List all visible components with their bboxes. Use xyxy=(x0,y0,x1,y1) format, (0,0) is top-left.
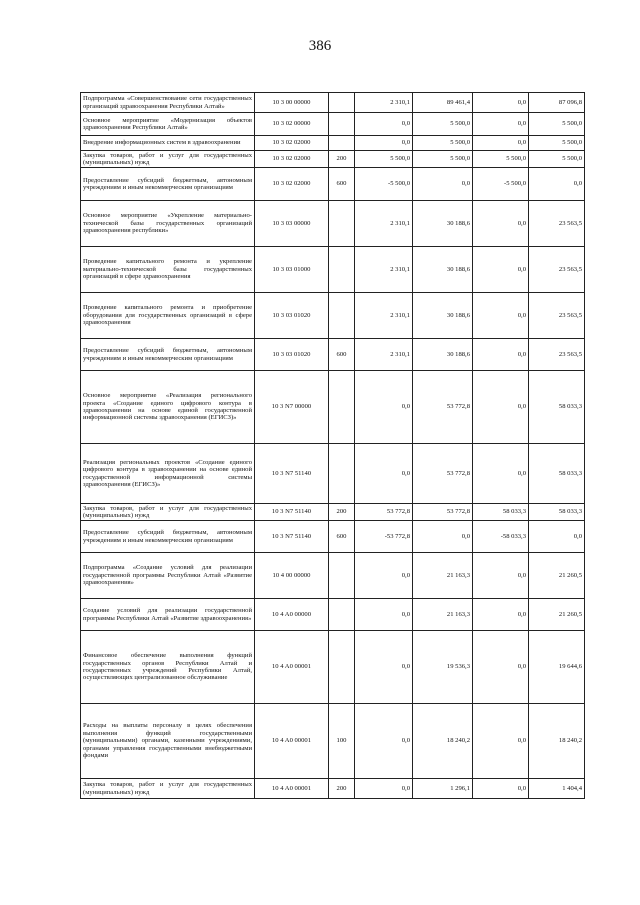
row-name: Расходы на выплаты персоналу в целях обеспечения выполнения функций государственными (муниципальными) органами, казенными учреждениями, органами управления государственными внебюджетными фондами xyxy=(81,704,255,779)
row-amount-1: 0,0 xyxy=(355,371,413,444)
table-row xyxy=(81,339,585,371)
row-amount-3: 0,0 xyxy=(473,704,529,779)
row-amount-2: 30 188,6 xyxy=(413,339,473,371)
budget-table xyxy=(80,92,585,799)
row-amount-4: 58 033,3 xyxy=(529,444,585,504)
row-amount-4: 58 033,3 xyxy=(529,371,585,444)
row-amount-3: 0,0 xyxy=(473,599,529,631)
row-amount-3: 5 500,0 xyxy=(473,151,529,168)
row-expense-type xyxy=(329,553,355,599)
row-amount-4: 19 644,6 xyxy=(529,631,585,704)
row-amount-3: -58 033,3 xyxy=(473,521,529,553)
row-amount-1: 2 310,1 xyxy=(355,201,413,247)
row-amount-4: 5 500,0 xyxy=(529,136,585,151)
row-amount-2: 21 163,3 xyxy=(413,553,473,599)
table-row xyxy=(81,293,585,339)
row-expense-type: 200 xyxy=(329,151,355,168)
row-amount-1: 5 500,0 xyxy=(355,151,413,168)
row-amount-2: 5 500,0 xyxy=(413,151,473,168)
row-expense-type: 600 xyxy=(329,168,355,201)
row-amount-3: 0,0 xyxy=(473,631,529,704)
table-row xyxy=(81,201,585,247)
row-amount-2: 5 500,0 xyxy=(413,113,473,136)
table-row xyxy=(81,631,585,704)
row-amount-3: 0,0 xyxy=(473,339,529,371)
table-row xyxy=(81,553,585,599)
row-amount-4: 18 240,2 xyxy=(529,704,585,779)
row-amount-4: 1 404,4 xyxy=(529,779,585,799)
table-row xyxy=(81,247,585,293)
row-name: Реализация региональных проектов «Создание единого цифрового контура в здравоохранении на основе единой государственной информационной системы здравоохранения (ЕГИСЗ)» xyxy=(81,444,255,504)
table-row xyxy=(81,371,585,444)
row-expense-type: 200 xyxy=(329,779,355,799)
row-expense-type: 200 xyxy=(329,504,355,521)
row-amount-4: 23 563,5 xyxy=(529,293,585,339)
table-row xyxy=(81,599,585,631)
row-target-code: 10 3 03 01020 xyxy=(255,293,329,339)
row-expense-type xyxy=(329,247,355,293)
row-amount-3: 58 033,3 xyxy=(473,504,529,521)
row-amount-1: 0,0 xyxy=(355,553,413,599)
row-amount-1: -53 772,8 xyxy=(355,521,413,553)
row-expense-type: 600 xyxy=(329,521,355,553)
row-amount-3: 0,0 xyxy=(473,553,529,599)
row-name: Внедрение информационных систем в здравоохранении xyxy=(81,136,255,151)
row-target-code: 10 3 02 02000 xyxy=(255,136,329,151)
row-amount-3: 0,0 xyxy=(473,779,529,799)
row-target-code: 10 4 A0 00001 xyxy=(255,704,329,779)
row-amount-4: 21 260,5 xyxy=(529,599,585,631)
row-name: Закупка товаров, работ и услуг для государственных (муниципальных) нужд xyxy=(81,779,255,799)
row-amount-2: 19 536,3 xyxy=(413,631,473,704)
row-amount-2: 0,0 xyxy=(413,168,473,201)
row-target-code: 10 3 N7 51140 xyxy=(255,444,329,504)
row-amount-2: 21 163,3 xyxy=(413,599,473,631)
row-name: Проведение капитального ремонта и укрепление материально-технической базы государственных организаций в сфере здравоохранения xyxy=(81,247,255,293)
row-name: Подпрограмма «Создание условий для реализации государственной программы Республики Алтай «Развитие здравоохранения» xyxy=(81,553,255,599)
row-amount-1: 0,0 xyxy=(355,704,413,779)
budget-table-body xyxy=(81,93,585,799)
row-amount-2: 53 772,8 xyxy=(413,371,473,444)
table-row xyxy=(81,113,585,136)
row-amount-4: 0,0 xyxy=(529,168,585,201)
row-amount-1: 2 310,1 xyxy=(355,247,413,293)
row-target-code: 10 3 02 02000 xyxy=(255,168,329,201)
row-target-code: 10 3 03 00000 xyxy=(255,201,329,247)
table-row xyxy=(81,521,585,553)
row-amount-1: 0,0 xyxy=(355,599,413,631)
row-amount-3: 0,0 xyxy=(473,93,529,113)
row-target-code: 10 3 03 01000 xyxy=(255,247,329,293)
row-expense-type xyxy=(329,136,355,151)
table-row xyxy=(81,704,585,779)
row-name: Предоставление субсидий бюджетным, автономным учреждениям и иным некоммерческим организациям xyxy=(81,168,255,201)
row-target-code: 10 4 A0 00001 xyxy=(255,779,329,799)
row-amount-2: 1 296,1 xyxy=(413,779,473,799)
row-amount-4: 21 260,5 xyxy=(529,553,585,599)
row-expense-type xyxy=(329,444,355,504)
row-amount-1: 0,0 xyxy=(355,113,413,136)
row-amount-1: 2 310,1 xyxy=(355,93,413,113)
row-target-code: 10 3 02 00000 xyxy=(255,113,329,136)
row-expense-type xyxy=(329,113,355,136)
row-amount-4: 58 033,3 xyxy=(529,504,585,521)
row-amount-3: 0,0 xyxy=(473,293,529,339)
row-amount-1: 2 310,1 xyxy=(355,339,413,371)
row-name: Закупка товаров, работ и услуг для государственных (муниципальных) нужд xyxy=(81,504,255,521)
row-name: Основное мероприятие «Модернизация объектов здравоохранения Республики Алтай» xyxy=(81,113,255,136)
row-name: Основное мероприятие «Реализация регионального проекта «Создание единого цифрового контура в здравоохранении на основе единой государственной информационной системы здравоохранения (ЕГИСЗ)» xyxy=(81,371,255,444)
row-amount-2: 53 772,8 xyxy=(413,444,473,504)
row-amount-2: 53 772,8 xyxy=(413,504,473,521)
row-name: Предоставление субсидий бюджетным, автономным учреждениям и иным некоммерческим организациям xyxy=(81,521,255,553)
row-target-code: 10 3 N7 51140 xyxy=(255,521,329,553)
row-target-code: 10 3 03 01020 xyxy=(255,339,329,371)
row-name: Проведение капитального ремонта и приобретение оборудования для государственных организаций в сфере здравоохранения xyxy=(81,293,255,339)
row-amount-3: 0,0 xyxy=(473,371,529,444)
row-target-code: 10 4 00 00000 xyxy=(255,553,329,599)
table-row xyxy=(81,444,585,504)
row-amount-3: 0,0 xyxy=(473,201,529,247)
row-amount-1: 0,0 xyxy=(355,444,413,504)
row-name: Закупка товаров, работ и услуг для государственных (муниципальных) нужд xyxy=(81,151,255,168)
row-amount-3: 0,0 xyxy=(473,247,529,293)
table-row xyxy=(81,779,585,799)
row-expense-type: 600 xyxy=(329,339,355,371)
row-target-code: 10 3 N7 00000 xyxy=(255,371,329,444)
row-amount-3: 0,0 xyxy=(473,113,529,136)
table-row xyxy=(81,151,585,168)
row-expense-type xyxy=(329,293,355,339)
table-row xyxy=(81,136,585,151)
row-target-code: 10 3 00 00000 xyxy=(255,93,329,113)
row-amount-1: 53 772,8 xyxy=(355,504,413,521)
row-amount-1: 0,0 xyxy=(355,631,413,704)
row-amount-1: 0,0 xyxy=(355,136,413,151)
row-name: Предоставление субсидий бюджетным, автономным учреждениям и иным некоммерческим организациям xyxy=(81,339,255,371)
row-amount-1: 2 310,1 xyxy=(355,293,413,339)
row-name: Создание условий для реализации государственной программы Республики Алтай «Развитие здравоохранения» xyxy=(81,599,255,631)
row-amount-3: 0,0 xyxy=(473,444,529,504)
row-amount-3: -5 500,0 xyxy=(473,168,529,201)
row-amount-4: 23 563,5 xyxy=(529,201,585,247)
row-expense-type xyxy=(329,599,355,631)
row-amount-2: 30 188,6 xyxy=(413,201,473,247)
row-amount-4: 23 563,5 xyxy=(529,339,585,371)
row-amount-2: 5 500,0 xyxy=(413,136,473,151)
page-number: 386 xyxy=(308,38,332,54)
row-amount-1: -5 500,0 xyxy=(355,168,413,201)
row-amount-4: 0,0 xyxy=(529,521,585,553)
row-expense-type xyxy=(329,631,355,704)
row-amount-2: 30 188,6 xyxy=(413,247,473,293)
row-amount-4: 5 500,0 xyxy=(529,113,585,136)
row-name: Подпрограмма «Совершенствование сети государственных организаций здравоохранения Республики Алтай» xyxy=(81,93,255,113)
row-amount-2: 0,0 xyxy=(413,521,473,553)
row-expense-type: 100 xyxy=(329,704,355,779)
row-amount-4: 87 096,8 xyxy=(529,93,585,113)
row-amount-3: 0,0 xyxy=(473,136,529,151)
row-amount-4: 5 500,0 xyxy=(529,151,585,168)
row-expense-type xyxy=(329,201,355,247)
row-name: Финансовое обеспечение выполнения функций государственных органов Республики Алтай и государственных учреждений Республики Алтай, осуществляющих централизованное обслуживание xyxy=(81,631,255,704)
row-name: Основное мероприятие «Укрепление материально-технической базы государственных организаций здравоохранения республики» xyxy=(81,201,255,247)
row-amount-2: 18 240,2 xyxy=(413,704,473,779)
row-amount-1: 0,0 xyxy=(355,779,413,799)
row-target-code: 10 3 N7 51140 xyxy=(255,504,329,521)
row-amount-2: 89 461,4 xyxy=(413,93,473,113)
table-row xyxy=(81,168,585,201)
row-target-code: 10 3 02 02000 xyxy=(255,151,329,168)
table-row xyxy=(81,93,585,113)
row-expense-type xyxy=(329,93,355,113)
row-target-code: 10 4 A0 00001 xyxy=(255,631,329,704)
row-expense-type xyxy=(329,371,355,444)
table-row xyxy=(81,504,585,521)
row-target-code: 10 4 A0 00000 xyxy=(255,599,329,631)
row-amount-2: 30 188,6 xyxy=(413,293,473,339)
row-amount-4: 23 563,5 xyxy=(529,247,585,293)
